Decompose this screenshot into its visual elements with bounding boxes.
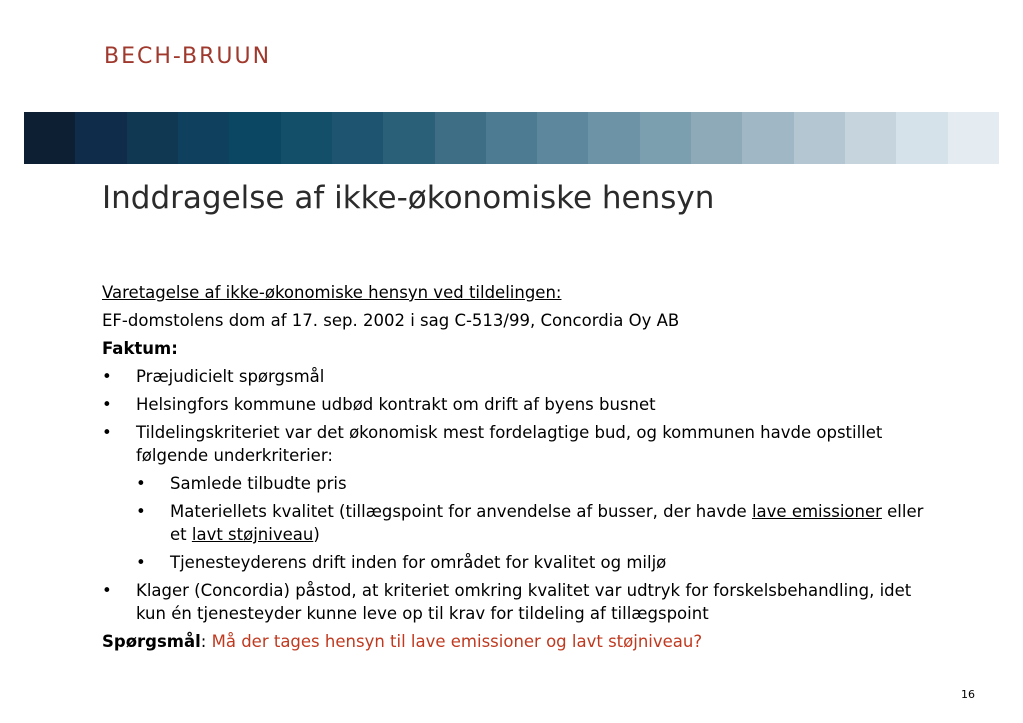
slide-content (102, 281, 932, 658)
band-segment (486, 112, 537, 164)
band-segment (127, 112, 178, 164)
bullet-item: • Klager (Concordia) påstod, at kriteriet omkring kvalitet var udtryk for forskelsbehandling, idet kun én tjenesteyder kunne leve op til krav for tildeling af tillægspoint (102, 579, 932, 625)
subheading: Varetagelse af ikke-økonomiske hensyn ved tildelingen: (102, 283, 562, 302)
case-reference: EF-domstolens dom af 17. sep. 2002 i sag C-513/99, Concordia Oy AB (102, 311, 680, 330)
band-segment (948, 112, 999, 164)
fact-list (102, 365, 932, 625)
subcriteria-list (136, 472, 932, 574)
band-segment (332, 112, 383, 164)
band-segment (896, 112, 947, 164)
company-logo: BECH-BRUUN (104, 44, 272, 69)
band-segment (794, 112, 845, 164)
band-segment (845, 112, 896, 164)
band-segment (588, 112, 639, 164)
band-segment (742, 112, 793, 164)
band-segment (178, 112, 229, 164)
band-segment (24, 112, 75, 164)
band-segment (435, 112, 486, 164)
page-number: 16 (961, 688, 975, 701)
band-segment (383, 112, 434, 164)
question-separator: : (200, 632, 212, 651)
sub-bullet-text: Materiellets kvalitet (tillægspoint for anvendelse af busser, der havde (170, 502, 752, 521)
bullet-item (102, 421, 932, 574)
band-segment (640, 112, 691, 164)
bullet-text: Tildelingskriteriet var det økonomisk mest fordelagtige bud, og kommunen havde opstillet følgende underkriterier: (136, 423, 883, 465)
bullet-item: • Præjudicielt spørgsmål (102, 365, 932, 388)
sub-bullet-item (136, 500, 932, 546)
sub-bullet-text: eller et (170, 502, 924, 544)
lave-emissioner-link: lave emissioner (751, 502, 882, 521)
bullet-item: • Helsingfors kommune udbød kontrakt om drift af byens busnet (102, 393, 932, 416)
sub-bullet-text: ) (313, 525, 320, 544)
band-segment (691, 112, 742, 164)
slide-title: Inddragelse af ikke-økonomiske hensyn (102, 180, 715, 216)
lavt-stoejniveau-link: lavt støjniveau (191, 525, 314, 544)
band-segment (75, 112, 126, 164)
band-segment (281, 112, 332, 164)
question-text: Må der tages hensyn til lave emissioner og lavt støjniveau? (211, 632, 703, 651)
question-label: Spørgsmål (102, 632, 201, 651)
color-gradient-band (24, 112, 999, 164)
sub-bullet-item: • Tjenesteyderens drift inden for området for kvalitet og miljø (136, 551, 932, 574)
sub-bullet-item: • Samlede tilbudte pris (136, 472, 932, 495)
band-segment (229, 112, 280, 164)
faktum-label: Faktum: (102, 339, 178, 358)
question-line (102, 630, 932, 653)
band-segment (537, 112, 588, 164)
